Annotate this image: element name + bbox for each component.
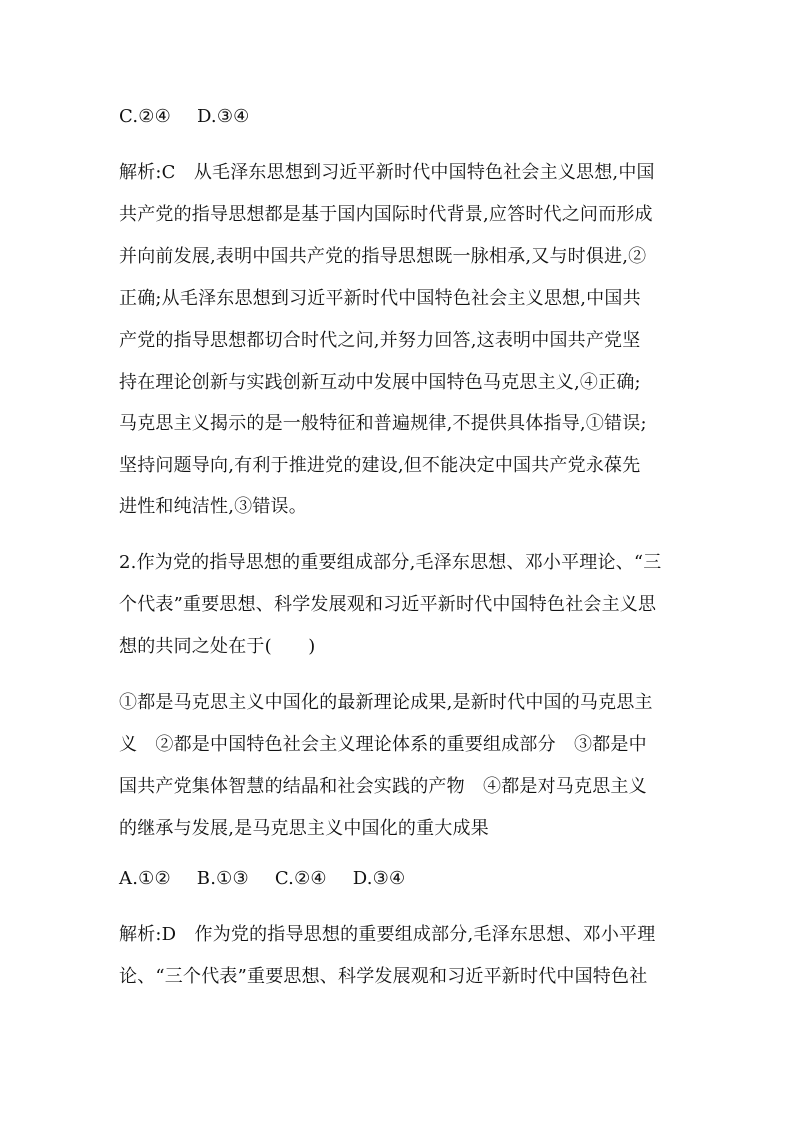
option-d: D.③④ bbox=[196, 106, 250, 127]
question-line: 个代表”重要思想、科学发展观和习近平新时代中国特色社会主义思 bbox=[119, 594, 657, 615]
analysis-line: 产党的指导思想都切合时代之问,并努力回答,这表明中国共产党坚 bbox=[119, 330, 641, 351]
analysis-line: 解析:D 作为党的指导思想的重要组成部分,毛泽东思想、邓小平理 bbox=[119, 924, 656, 945]
analysis-line: 正确;从毛泽东思想到习近平新时代中国特色社会主义思想,中国共 bbox=[119, 288, 641, 309]
analysis-line: 持在理论创新与实践创新互动中发展中国特色马克思主义,④正确; bbox=[119, 372, 641, 393]
analysis-line: 并向前发展,表明中国共产党的指导思想既一脉相承,又与时俱进,② bbox=[119, 246, 647, 267]
analysis-line: 解析:C 从毛泽东思想到习近平新时代中国特色社会主义思想,中国 bbox=[119, 162, 655, 183]
analysis-line: 论、“三个代表”重要思想、科学发展观和习近平新时代中国特色社 bbox=[119, 966, 648, 987]
q2-options-row bbox=[119, 868, 679, 890]
option-c: C.②④ bbox=[119, 106, 171, 127]
analysis-line: 进性和纯洁性,③错误。 bbox=[119, 496, 307, 517]
option-c: C.②④ bbox=[274, 868, 327, 889]
statement-line: 的继承与发展,是马克思主义中国化的重大成果 bbox=[119, 818, 489, 839]
statement-line: 义 ②都是中国特色社会主义理论体系的重要组成部分 ③都是中 bbox=[119, 734, 647, 755]
option-a: A.①② bbox=[119, 868, 171, 889]
option-b: B.①③ bbox=[196, 868, 249, 889]
statement-line: 国共产党集体智慧的结晶和社会实践的产物 ④都是对马克思主义 bbox=[119, 776, 647, 797]
analysis-line: 共产党的指导思想都是基于国内国际时代背景,应答时代之问而形成 bbox=[119, 204, 653, 225]
statement-line: ①都是马克思主义中国化的最新理论成果,是新时代中国的马克思主 bbox=[119, 692, 653, 713]
question-line: 2.作为党的指导思想的重要组成部分,毛泽东思想、邓小平理论、“三 bbox=[119, 552, 662, 573]
q1-options-row bbox=[119, 106, 679, 128]
question-line: 想的共同之处在于( ) bbox=[119, 636, 316, 657]
analysis-line: 马克思主义揭示的是一般特征和普遍规律,不提供具体指导,①错误; bbox=[119, 413, 647, 434]
analysis-line: 坚持问题导向,有利于推进党的建设,但不能决定中国共产党永葆先 bbox=[119, 455, 641, 476]
option-d: D.③④ bbox=[352, 868, 406, 889]
